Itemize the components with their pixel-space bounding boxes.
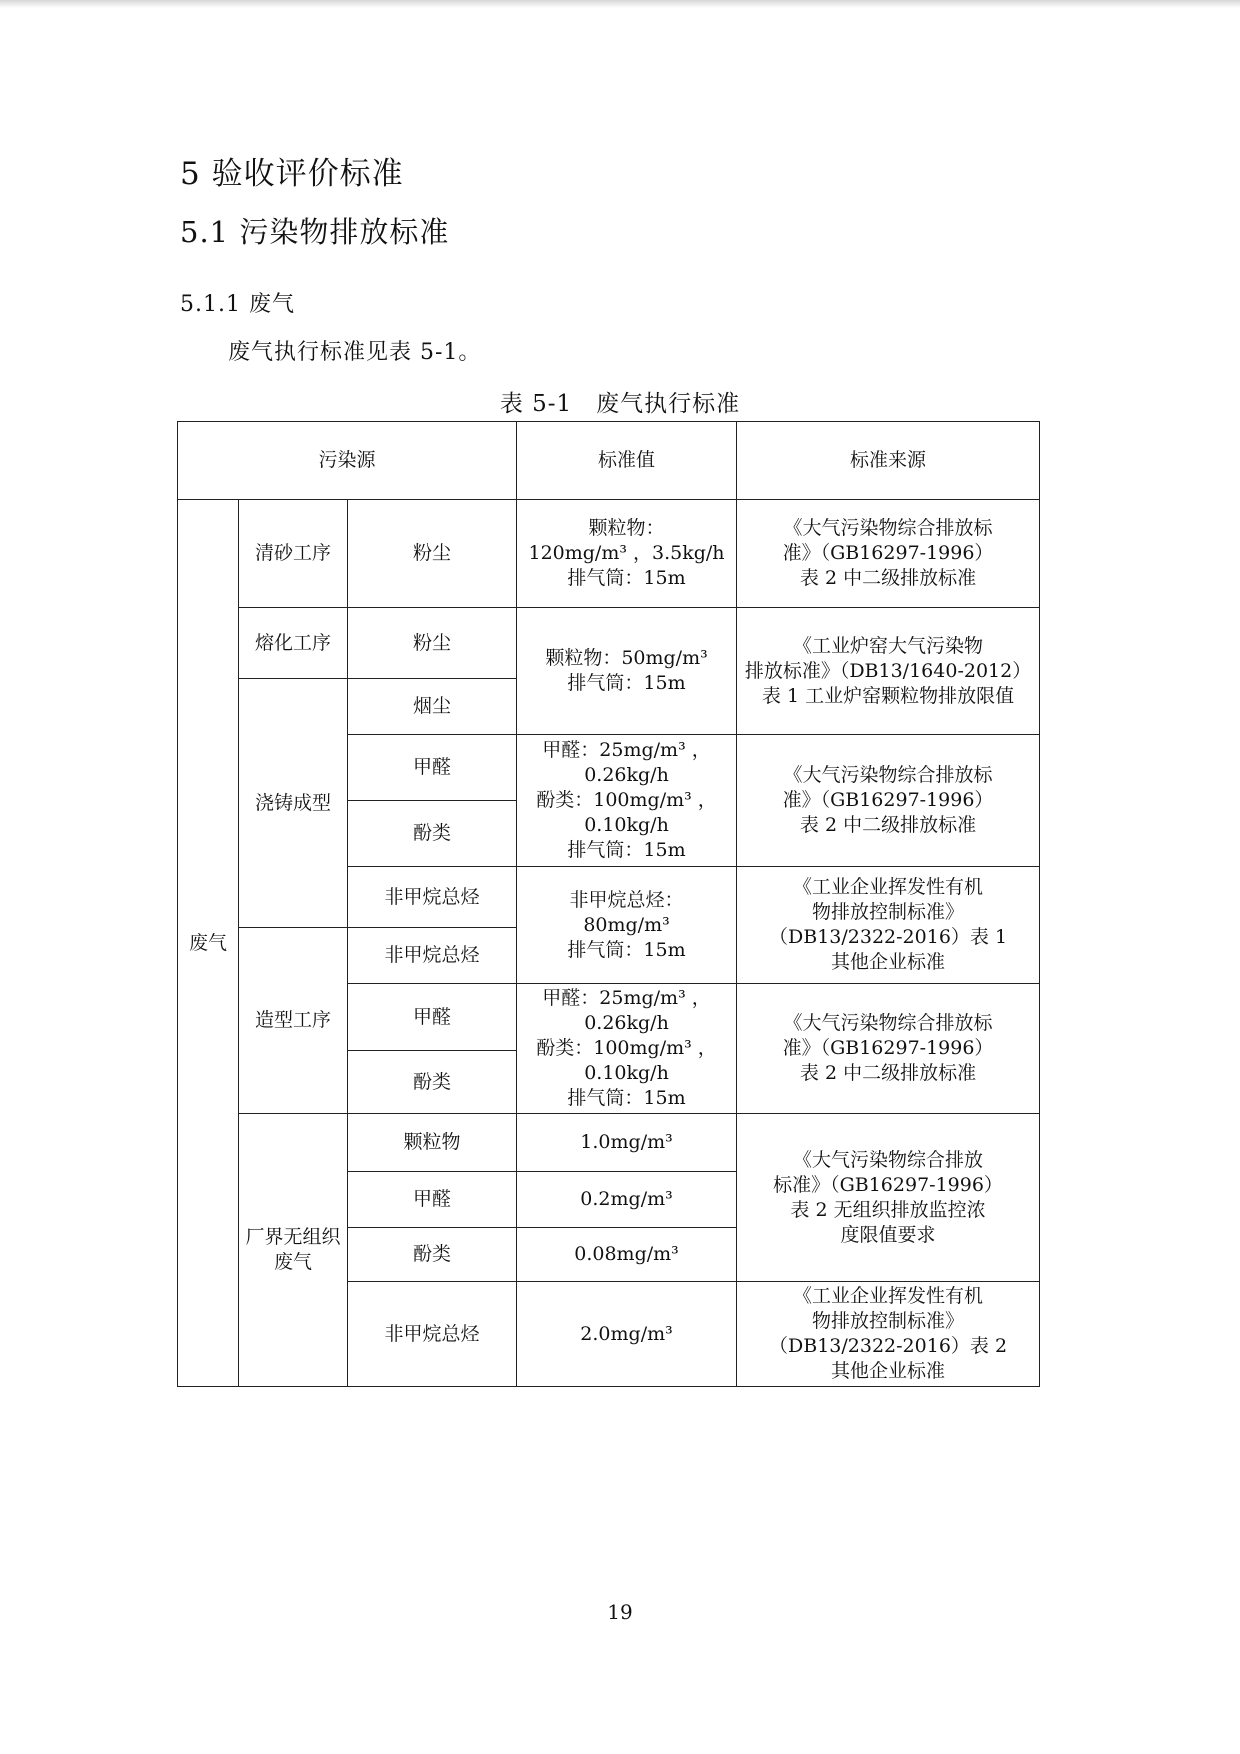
page-number: 19: [607, 1600, 633, 1624]
value-cell: 非甲烷总烃： 80mg/m³ 排气筒：15m: [517, 867, 737, 984]
pollutant-cell: 甲醛: [348, 1172, 517, 1228]
pollutant-cell: 酚类: [348, 801, 517, 867]
source-cell: 《工业企业挥发性有机 物排放控制标准》 （DB13/2322-2016）表 2 其他企业标准: [737, 1282, 1040, 1387]
value-cell: 1.0mg/m³: [517, 1114, 737, 1172]
pollutant-cell: 酚类: [348, 1051, 517, 1114]
value-cell: 甲醛：25mg/m³ ， 0.26kg/h 酚类：100mg/m³ ， 0.10kg/h 排气筒：15m: [517, 735, 737, 867]
process-cell: 清砂工序: [239, 500, 348, 608]
process-cell: 造型工序: [239, 928, 348, 1114]
pollutant-cell: 烟尘: [348, 679, 517, 735]
source-cell: 《大气污染物综合排放标 准》（GB16297-1996） 表 2 中二级排放标准: [737, 500, 1040, 608]
value-cell: 2.0mg/m³: [517, 1282, 737, 1387]
subsubsection-heading: 5.1.1 废气: [180, 292, 295, 317]
source-cell: 《工业企业挥发性有机 物排放控制标准》 （DB13/2322-2016）表 1 其他企业标准: [737, 867, 1040, 984]
value-cell: 颗粒物： 120mg/m³ ，3.5kg/h 排气筒：15m: [517, 500, 737, 608]
source-cell: 《大气污染物综合排放标 准》（GB16297-1996） 表 2 中二级排放标准: [737, 735, 1040, 867]
table-caption: 表 5-1 废气执行标准: [499, 391, 741, 417]
pollutant-cell: 粉尘: [348, 500, 517, 608]
pollutant-cell: 粉尘: [348, 608, 517, 679]
value-cell: 0.08mg/m³: [517, 1228, 737, 1282]
pollutant-cell: 非甲烷总烃: [348, 1282, 517, 1387]
header-standard-value: 标准值: [517, 422, 737, 500]
header-source: 污染源: [178, 422, 517, 500]
source-cell: 《大气污染物综合排放 标准》（GB16297-1996） 表 2 无组织排放监控浓 度限值要求: [737, 1114, 1040, 1282]
pollutant-cell: 甲醛: [348, 984, 517, 1051]
category-cell: 废气: [178, 500, 239, 1387]
source-cell: 《工业炉窑大气污染物 排放标准》（DB13/1640-2012） 表 1 工业炉窑颗粒物排放限值: [737, 608, 1040, 735]
table-row: [178, 1114, 1040, 1172]
process-cell: 厂界无组织废气: [239, 1114, 348, 1387]
table-row: [178, 500, 1040, 608]
process-cell: 浇铸成型: [239, 679, 348, 928]
pollutant-cell: 非甲烷总烃: [348, 867, 517, 928]
table-row: [178, 608, 1040, 679]
section-heading: 5 验收评价标准: [180, 156, 404, 192]
subsection-heading: 5.1 污染物排放标准: [180, 215, 450, 249]
value-cell: 甲醛：25mg/m³ ， 0.26kg/h 酚类：100mg/m³ ， 0.10kg/h 排气筒：15m: [517, 984, 737, 1114]
standards-table: [177, 421, 1040, 1387]
pollutant-cell: 酚类: [348, 1228, 517, 1282]
pollutant-cell: 非甲烷总烃: [348, 928, 517, 984]
source-cell: 《大气污染物综合排放标 准》（GB16297-1996） 表 2 中二级排放标准: [737, 984, 1040, 1114]
pollutant-cell: 颗粒物: [348, 1114, 517, 1172]
scan-top-edge: [0, 0, 1240, 8]
value-cell: 颗粒物：50mg/m³ 排气筒：15m: [517, 608, 737, 735]
table-header-row: [178, 422, 1040, 500]
process-cell: 熔化工序: [239, 608, 348, 679]
header-standard-source: 标准来源: [737, 422, 1040, 500]
pollutant-cell: 甲醛: [348, 735, 517, 801]
value-cell: 0.2mg/m³: [517, 1172, 737, 1228]
intro-paragraph: 废气执行标准见表 5-1。: [228, 340, 482, 365]
